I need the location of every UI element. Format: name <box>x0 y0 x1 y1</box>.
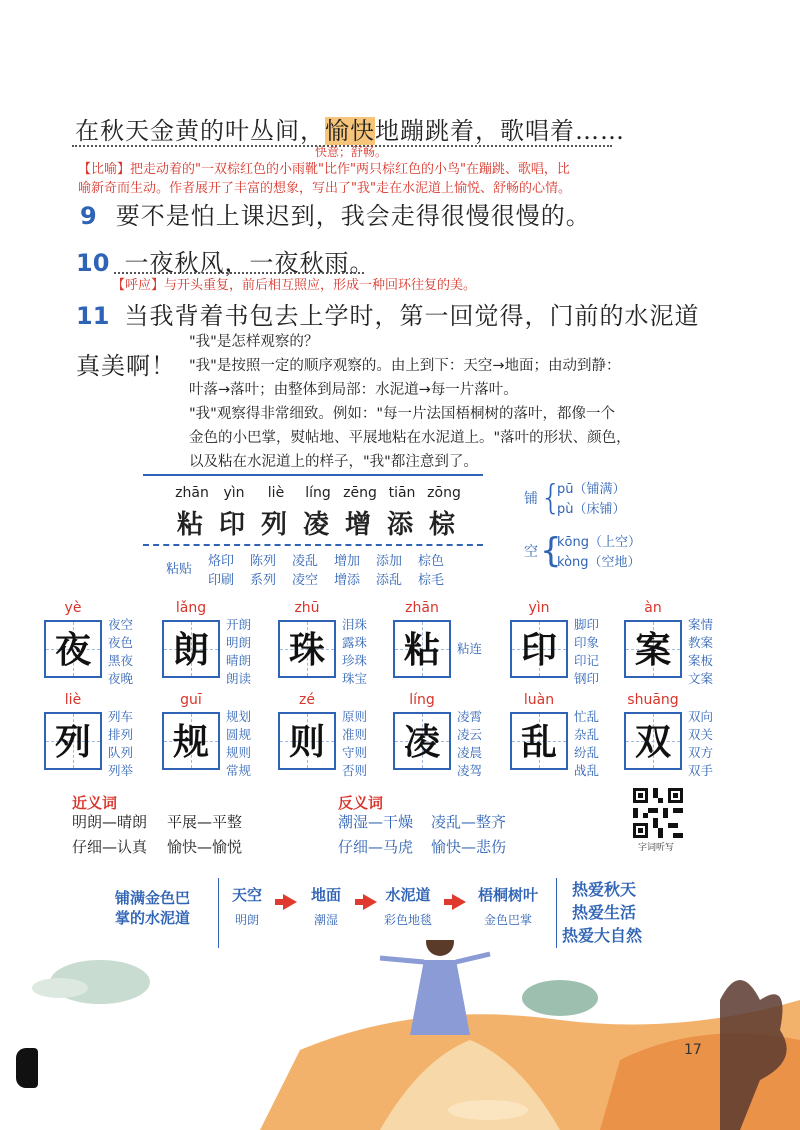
vocab-word: 凌空 <box>292 573 319 588</box>
char-word: 列举 <box>108 763 134 778</box>
brace: { <box>540 478 562 518</box>
char-word: 案情 <box>688 617 714 632</box>
reading: kōng（上空） <box>557 535 641 550</box>
vocab-word: 棕色 <box>418 554 445 569</box>
vocab-top-rule <box>143 474 483 476</box>
answer-line: 以及粘在水泥道上的样子，"我"都注意到了。 <box>189 454 478 470</box>
flow-step-note: 金色巴掌 <box>483 913 532 927</box>
grid-char: 粘 <box>403 629 440 671</box>
note-tag: 【呼应】 <box>112 278 165 293</box>
vocab-word-row-2 <box>166 569 460 588</box>
char-word: 否则 <box>342 763 368 778</box>
synonyms-list <box>72 810 242 860</box>
arrow-right-icon <box>444 894 466 910</box>
antonym-pair: 凌乱—整齐 <box>431 813 507 831</box>
flow-conclusion: 热爱秋天 <box>572 880 637 899</box>
bush-shape <box>32 978 88 998</box>
grid-char: 乱 <box>520 721 557 763</box>
char-word: 印记 <box>574 653 600 668</box>
flow-step-title: 天空 <box>231 886 262 904</box>
char-pinyin: zhān <box>405 600 439 616</box>
flow-conclusion: 热爱生活 <box>572 903 637 922</box>
note-line: 把走动着的"一双棕红色的小雨靴"比作"两只棕红色的小鸟"在蹦跳、歌唱，比 <box>130 162 570 177</box>
pinyin: tiān <box>388 485 416 501</box>
qr-label: 字词听写 <box>638 843 675 853</box>
bush-shape <box>522 980 598 1016</box>
word-gloss: 快意；舒畅。 <box>315 145 388 159</box>
grid-char: 朗 <box>172 629 209 671</box>
vocab-char: 棕 <box>428 510 459 540</box>
flow-divider <box>218 878 219 948</box>
grid-char: 印 <box>520 629 557 671</box>
metaphor-note <box>78 160 571 198</box>
char-word: 规划 <box>226 709 252 724</box>
char-word: 明朗 <box>226 635 252 650</box>
char-box <box>510 620 568 678</box>
question-title: "我"是怎样观察的？ <box>189 334 319 350</box>
vocab-word: 添乱 <box>376 573 403 588</box>
char-word: 钢印 <box>574 671 600 686</box>
vocab-word: 增添 <box>334 573 361 588</box>
answer-line: 金色的小巴掌，熨帖地、平展地粘在水泥道上。"落叶的形状、颜色， <box>189 430 631 446</box>
char-word: 凌晨 <box>457 745 483 760</box>
pinyin: yìn <box>223 485 245 501</box>
char-pinyin: liè <box>64 692 82 708</box>
vocab-char: 添 <box>386 510 417 540</box>
char-pinyin: shuāng <box>627 692 679 708</box>
char-box <box>510 712 568 770</box>
char-box <box>162 712 220 770</box>
char-box <box>44 620 102 678</box>
char-word: 双关 <box>688 727 714 742</box>
pinyin: zhān <box>175 485 209 501</box>
reading: kòng（空地） <box>557 555 641 570</box>
highlighted-word: 愉快 <box>325 117 375 145</box>
antonyms-list <box>338 810 506 860</box>
char-word: 圆规 <box>226 727 252 742</box>
synonym-pair: 愉快—愉悦 <box>167 838 243 856</box>
char-word: 战乱 <box>574 763 600 778</box>
flow-conclusion: 热爱大自然 <box>562 926 643 945</box>
note-line: 与开头重复，前后相互照应，形成一种回环往复的美。 <box>164 278 477 293</box>
note-tag: 【比喻】 <box>78 162 131 177</box>
char-word: 黑夜 <box>108 653 134 668</box>
char-word-list <box>574 616 599 688</box>
paragraph-text: 要不是怕上课迟到，我会走得很慢很慢的。 <box>115 202 591 230</box>
char-word: 文案 <box>688 671 714 686</box>
flow-right <box>562 878 642 947</box>
pinyin: liè <box>267 485 285 501</box>
vocab-word <box>166 569 208 588</box>
char-pinyin: àn <box>644 600 662 616</box>
char-word: 脚印 <box>574 617 600 632</box>
vocab-word: 印刷 <box>208 573 235 588</box>
flow-left-line: 铺满金色巴 <box>115 889 191 907</box>
paragraph-number: 9 <box>80 202 97 230</box>
char-box <box>393 712 451 770</box>
qr-code-icon[interactable] <box>633 788 683 838</box>
char-pinyin: yìn <box>528 600 550 616</box>
grid-char: 双 <box>634 721 671 763</box>
flow-step <box>300 884 352 928</box>
paragraph-text: 当我背着书包去上学时，第一回觉得，门前的水泥道 <box>124 302 700 330</box>
vocab-word: 添加 <box>376 554 403 569</box>
char-word: 纷乱 <box>574 745 600 760</box>
answer-line: 叶落→落叶；由整体到局部：水泥道→每一片落叶。 <box>189 382 518 398</box>
flow-step <box>470 884 546 928</box>
paragraph-9 <box>80 196 591 231</box>
vocab-word: 陈列 <box>250 554 277 569</box>
vocab-word: 棕毛 <box>418 573 445 588</box>
flow-left-line: 掌的水泥道 <box>115 909 191 927</box>
char-word: 晴朗 <box>226 653 252 668</box>
ground-shape <box>448 1100 528 1120</box>
char-word: 露珠 <box>342 635 368 650</box>
synonym-pair: 平展—平整 <box>167 813 243 831</box>
char-word: 夜晚 <box>108 671 134 686</box>
synonym-pair: 明朗—晴朗 <box>72 813 148 831</box>
char-word-list <box>226 708 251 780</box>
brace: { <box>540 531 562 571</box>
note-line: 喻新奇而生动。作者展开了丰富的想象，写出了"我"走在水泥道上愉悦、舒畅的心情。 <box>78 181 571 196</box>
polyphonic-char: 铺 <box>524 491 538 507</box>
dotted-underline <box>114 272 364 274</box>
char-word: 列车 <box>108 709 134 724</box>
reading: pù（床铺） <box>557 502 626 517</box>
char-word: 案板 <box>688 653 714 668</box>
char-pinyin: zhū <box>294 600 320 616</box>
text-segment: 地蹦跳着，歌唱着…… <box>375 117 625 145</box>
char-word: 双方 <box>688 745 714 760</box>
arrow-right-icon <box>275 894 297 910</box>
char-box <box>393 620 451 678</box>
char-word: 忙乱 <box>574 709 600 724</box>
flow-step-note: 彩色地毯 <box>383 913 432 927</box>
reading: pū（铺满） <box>557 482 626 497</box>
char-word: 原则 <box>342 709 368 724</box>
echo-note <box>112 276 476 295</box>
flow-step-title: 梧桐树叶 <box>477 886 538 904</box>
char-word: 珠宝 <box>342 671 368 686</box>
grid-char: 珠 <box>288 629 325 671</box>
char-word: 规则 <box>226 745 252 760</box>
vocab-pinyin-row <box>171 485 465 501</box>
arrow-right-icon <box>355 894 377 910</box>
vocab-char: 凌 <box>302 510 333 540</box>
polyphonic-readings <box>557 533 641 573</box>
char-word-list <box>457 708 482 780</box>
char-box <box>44 712 102 770</box>
char-word: 粘连 <box>457 641 483 656</box>
grid-char: 凌 <box>403 721 440 763</box>
char-word: 开朗 <box>226 617 252 632</box>
flow-step-title: 水泥道 <box>385 886 431 904</box>
flow-step-note: 潮湿 <box>313 913 338 927</box>
grid-char: 规 <box>172 721 209 763</box>
flow-step <box>378 884 438 928</box>
answer-line: "我"观察得非常细致。例如："每一片法国梧桐树的落叶，都像一个 <box>189 406 616 422</box>
char-box <box>162 620 220 678</box>
flow-step-title: 地面 <box>310 886 341 904</box>
char-word-list <box>688 708 713 780</box>
char-word-list <box>342 616 367 688</box>
flow-step <box>224 884 270 928</box>
char-word-list <box>342 708 367 780</box>
char-pinyin: guī <box>180 692 202 708</box>
passage-line-8 <box>75 111 625 146</box>
observation-box <box>189 330 631 474</box>
vocab-word: 增加 <box>334 554 361 569</box>
binding-mark <box>16 1048 38 1088</box>
char-box <box>278 712 336 770</box>
synonym-pair: 仔细—认真 <box>72 838 148 856</box>
char-pinyin: yè <box>64 600 82 616</box>
vocab-word: 凌乱 <box>292 554 319 569</box>
char-word: 凌霄 <box>457 709 483 724</box>
antonym-pair: 仔细—马虎 <box>338 838 414 856</box>
antonym-pair: 愉快—悲伤 <box>431 838 507 856</box>
grid-char: 列 <box>54 721 91 763</box>
answer-line: "我"是按照一定的顺序观察的。由上到下：天空→地面；由动到静： <box>189 358 621 374</box>
vocab-char-row <box>171 504 465 541</box>
char-box <box>624 620 682 678</box>
grid-char: 夜 <box>54 629 91 671</box>
grid-char: 则 <box>288 721 325 763</box>
autumn-illustration <box>0 940 800 1130</box>
vocab-char: 增 <box>344 510 375 540</box>
vocab-word: 粘贴 <box>166 562 193 577</box>
char-word-list <box>108 708 133 780</box>
char-word: 守则 <box>342 745 368 760</box>
char-word: 珍珠 <box>342 653 368 668</box>
polyphonic-char: 空 <box>524 544 538 560</box>
char-word: 教案 <box>688 635 714 650</box>
flow-left <box>115 888 190 928</box>
pinyin: zēng <box>343 485 377 501</box>
char-word: 准则 <box>342 727 368 742</box>
char-box <box>278 620 336 678</box>
char-word-list <box>226 616 251 688</box>
char-word: 常规 <box>226 763 252 778</box>
char-pinyin: zé <box>299 692 315 708</box>
char-word-list <box>457 640 482 658</box>
char-word: 队列 <box>108 745 134 760</box>
char-word: 双手 <box>688 763 714 778</box>
paragraph-text: 一夜秋风，一夜秋雨。 <box>124 249 375 277</box>
char-word: 双向 <box>688 709 714 724</box>
polyphonic-readings <box>557 480 626 520</box>
vocab-char: 印 <box>218 510 249 540</box>
paragraph-11 <box>76 296 700 331</box>
paragraph-text-continued: 真美啊！ <box>76 352 176 380</box>
char-word: 泪珠 <box>342 617 368 632</box>
char-word: 夜空 <box>108 617 134 632</box>
flow-divider <box>556 878 557 948</box>
vocab-mid-rule <box>143 544 483 546</box>
char-word: 杂乱 <box>574 727 600 742</box>
pinyin: zōng <box>427 485 461 501</box>
char-word: 排列 <box>108 727 134 742</box>
synonyms-title: 近义词 <box>72 794 118 812</box>
char-pinyin: luàn <box>523 692 555 708</box>
char-word-list <box>688 616 713 688</box>
vocab-word: 烙印 <box>208 554 235 569</box>
char-box <box>624 712 682 770</box>
char-word: 朗读 <box>226 671 252 686</box>
char-word: 印象 <box>574 635 600 650</box>
grid-char: 案 <box>634 629 671 671</box>
vocab-char: 列 <box>260 510 291 540</box>
page-number: 17 <box>684 1042 702 1058</box>
char-word: 凌驾 <box>457 763 483 778</box>
antonyms-title: 反义词 <box>338 794 384 812</box>
paragraph-number: 10 <box>76 249 110 277</box>
char-pinyin: líng <box>409 692 435 708</box>
char-pinyin: lǎng <box>175 600 207 616</box>
antonym-pair: 潮湿—干燥 <box>338 813 414 831</box>
flow-step-note: 明朗 <box>234 913 259 927</box>
text-segment: 在秋天金黄的叶丛间， <box>75 117 325 145</box>
paragraph-number: 11 <box>76 302 110 330</box>
char-word: 凌云 <box>457 727 483 742</box>
char-word: 夜色 <box>108 635 134 650</box>
char-word-list <box>108 616 133 688</box>
vocab-char: 粘 <box>176 510 207 540</box>
pinyin: líng <box>305 485 331 501</box>
char-word-list <box>574 708 599 780</box>
vocab-word: 系列 <box>250 573 277 588</box>
